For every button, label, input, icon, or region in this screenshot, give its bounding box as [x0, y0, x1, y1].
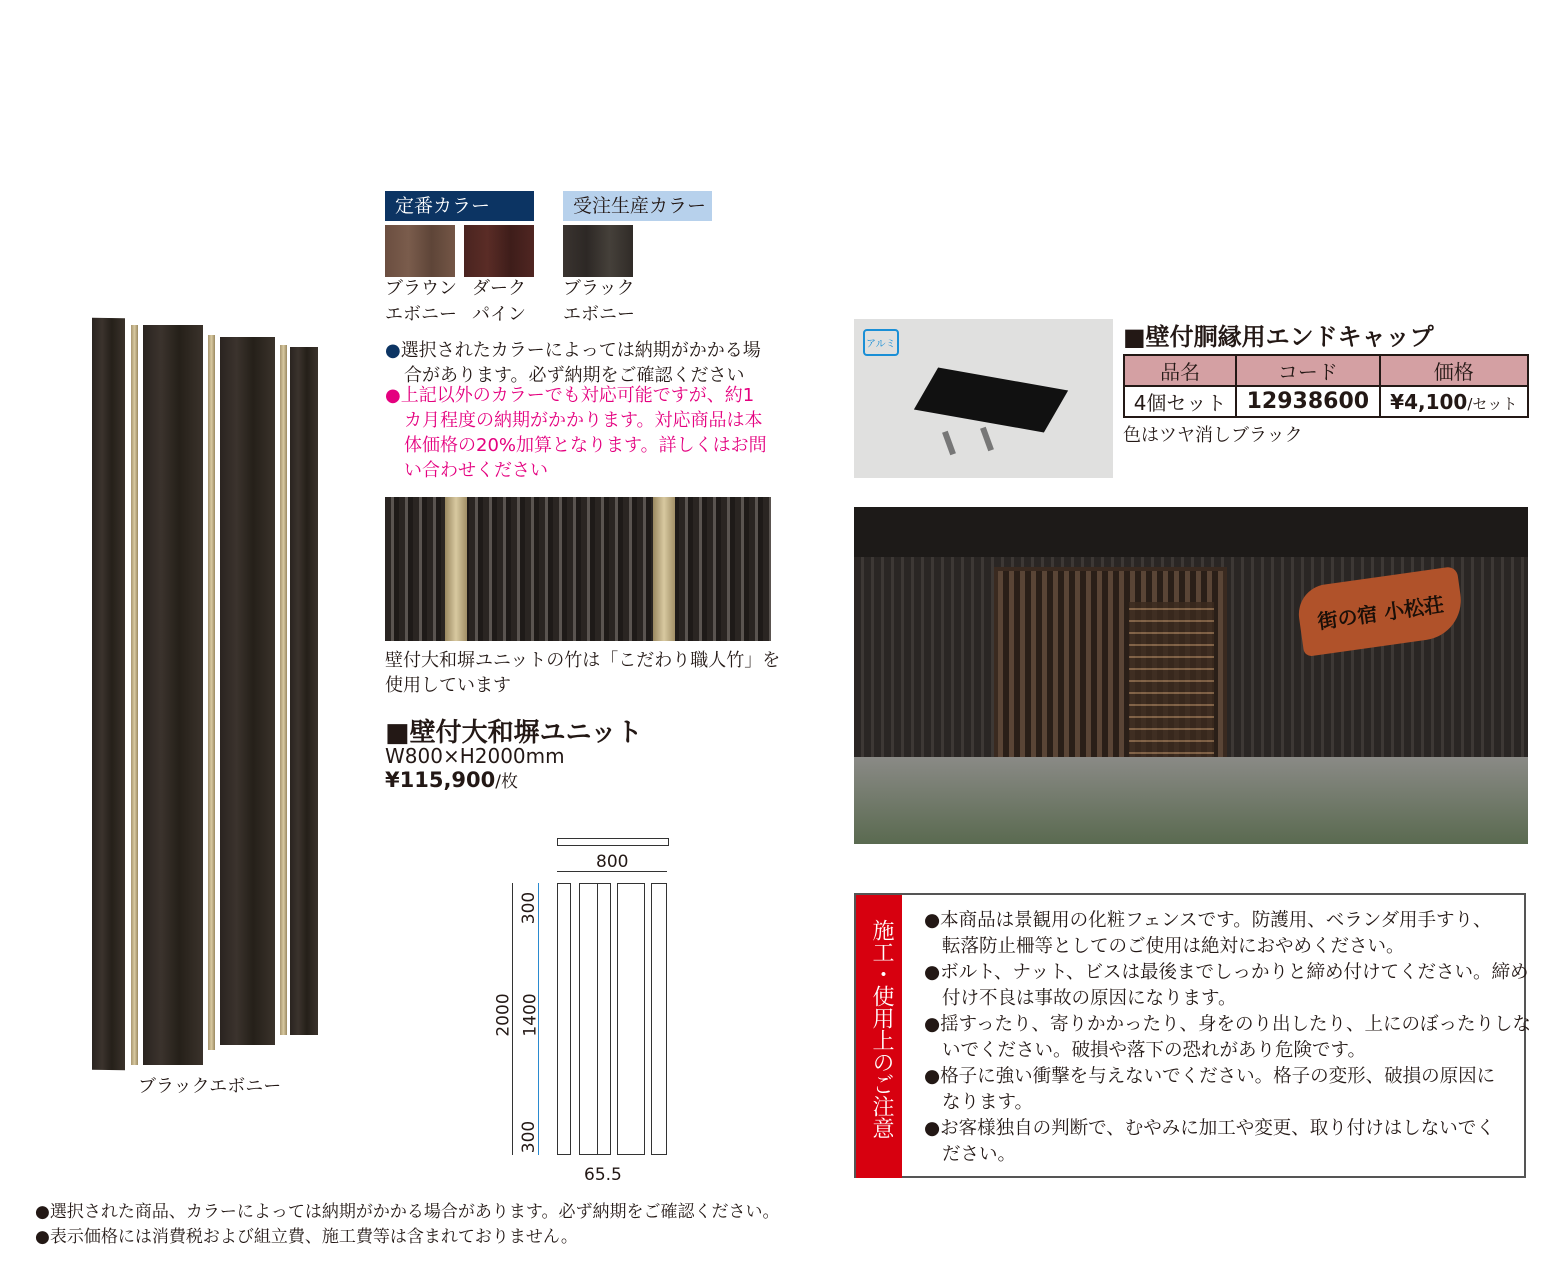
- footer-note: ●選択された商品、カラーによっては納期がかかる場合があります。必ず納期をご確認ください。: [35, 1202, 780, 1222]
- top-dim-label: 300: [519, 891, 540, 925]
- product-image-caption: ブラックエボニー: [138, 1076, 282, 1097]
- cell-name: 4個セット: [1124, 386, 1236, 417]
- product-image: [85, 315, 325, 1075]
- cell-price: ¥4,100/セット: [1380, 386, 1528, 417]
- endcap-table: [1123, 354, 1529, 418]
- installation-photo: [854, 507, 1528, 844]
- height-label: 2000: [493, 993, 514, 1037]
- product-size: W800×H2000mm: [385, 744, 565, 768]
- product-price: ¥115,900/枚: [385, 768, 518, 792]
- order-color-header: 受注生産カラー: [563, 191, 712, 221]
- swatch-label: ブラウン エボニー: [385, 278, 457, 325]
- caution-item: ●格子に強い衝撃を与えないでください。格子の変形、破損の原因に なります。: [924, 1066, 1496, 1113]
- swatch-brown-ebony[interactable]: [385, 225, 455, 277]
- aluminum-badge: アルミ: [863, 329, 899, 356]
- endcap-title: ■壁付胴縁用エンドキャップ: [1123, 323, 1434, 351]
- color-note-pink: ●上記以外のカラーでも対応可能ですが、約1 カ月程度の納期がかかります。対応商品は本 体価格の20%加算となります。詳しくはお問 い合わせください: [385, 385, 767, 481]
- col-header: 品名: [1124, 355, 1236, 386]
- product-title: ■壁付大和塀ユニット: [385, 718, 643, 748]
- endcap-note: 色はツヤ消しブラック: [1123, 425, 1303, 446]
- standard-color-header: 定番カラー: [385, 191, 534, 221]
- swatch-black-ebony[interactable]: [563, 225, 633, 277]
- bottom-dim-label: 300: [519, 1120, 540, 1154]
- swatch-dark-pine[interactable]: [464, 225, 534, 277]
- caution-item: ●本商品は景観用の化粧フェンスです。防護用、ベランダ用手すり、 転落防止柵等としてのご使用は絶対におやめください。: [924, 910, 1492, 957]
- caution-label: 施工・使用上のご注意: [869, 919, 894, 1139]
- cell-code: 12938600: [1236, 386, 1379, 417]
- caution-item: ●揺すったり、寄りかかったり、身をのり出したり、上にのぼったりしな いでください。破損や落下の恐れがあり危険です。: [924, 1014, 1532, 1061]
- col-header: コード: [1236, 355, 1379, 386]
- closeup-image: [385, 497, 771, 641]
- caution-box: [854, 893, 1532, 1178]
- middle-dim-label: 1400: [520, 993, 541, 1037]
- footer-note: ●表示価格には消費税および組立費、施工費等は含まれておりません。: [35, 1227, 578, 1247]
- dimension-drawing: [480, 835, 680, 1185]
- closeup-caption: 壁付大和塀ユニットの竹は「こだわり職人竹」を 使用しています: [385, 650, 781, 696]
- endcap-image: [854, 319, 1113, 478]
- caution-list: [924, 908, 1531, 1168]
- caution-item: ●ボルト、ナット、ビスは最後までしっかりと締め付けてください。締め 付け不良は事故の原因になります。: [924, 962, 1529, 1009]
- swatch-label: ブラック エボニー: [563, 278, 635, 325]
- gap-label: 65.5: [584, 1165, 622, 1185]
- col-header: 価格: [1380, 355, 1528, 386]
- swatch-label: ダーク パイン: [472, 278, 526, 325]
- photo-sign: 街の宿 小松荘: [1295, 566, 1466, 657]
- color-note-blue: ●選択されたカラーによっては納期がかかる場 合があります。必ず納期をご確認ください: [385, 340, 761, 386]
- caution-item: ●お客様独自の判断で、むやみに加工や変更、取り付けはしないでく ださい。: [924, 1118, 1495, 1165]
- width-label: 800: [596, 852, 629, 872]
